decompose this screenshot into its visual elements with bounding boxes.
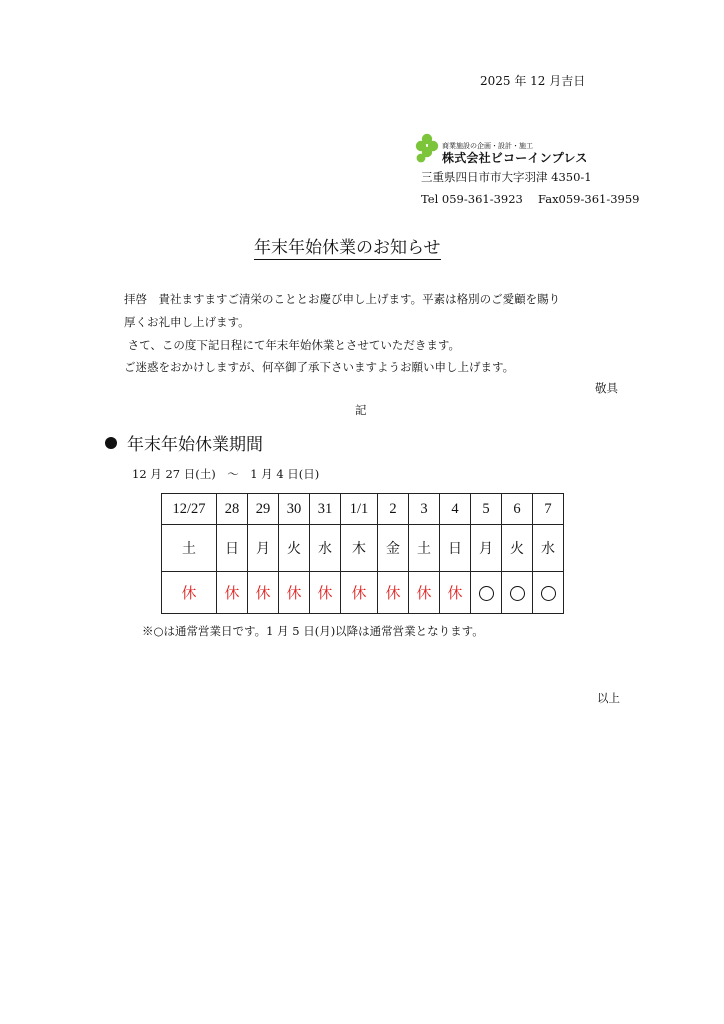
calendar-weekday-cell: 水 — [533, 525, 564, 572]
calendar-weekday-cell: 土 — [409, 525, 440, 572]
ki-marker: 記 — [355, 403, 367, 417]
calendar-note: ※○は通常営業日です。1 月 5 日(月)以降は通常営業となります。 — [142, 624, 484, 638]
calendar-date-cell: 7 — [533, 494, 564, 525]
calendar-date-cell: 4 — [440, 494, 471, 525]
period-heading-text: 年末年始休業期間 — [127, 435, 263, 455]
calendar-closed-cell: 休 — [162, 572, 217, 614]
calendar-weekday-cell: 日 — [217, 525, 248, 572]
calendar-date-cell: 12/27 — [162, 494, 217, 525]
calendar-date-cell: 28 — [217, 494, 248, 525]
calendar-closed-cell: 休 — [378, 572, 409, 614]
open-day-circle-icon — [479, 586, 494, 601]
calendar-closed-cell: 休 — [310, 572, 341, 614]
body-line-text: さて、この度下記日程にて年末年始休業とさせていただきます。 — [127, 338, 461, 352]
company-logo — [414, 133, 440, 165]
bullet-icon — [105, 437, 117, 449]
calendar-weekday-cell: 木 — [341, 525, 378, 572]
calendar-date-cell: 29 — [248, 494, 279, 525]
period-range: 12 月 27 日(土) ～ 1 月 4 日(日) — [132, 467, 320, 481]
calendar-weekday-row — [162, 525, 564, 572]
calendar-weekday-cell: 月 — [248, 525, 279, 572]
body-line: 厚くお礼申し上げます。 — [124, 315, 250, 329]
body-line: 拝啓 貴社ますますご清栄のこととお慶び申し上げます。平素は格別のご愛顧を賜り — [124, 292, 561, 306]
calendar-closed-cell: 休 — [217, 572, 248, 614]
calendar-date-cell: 2 — [378, 494, 409, 525]
calendar-date-row — [162, 494, 564, 525]
document-date: 2025 年 12 月吉日 — [480, 74, 586, 88]
open-day-circle-icon — [541, 586, 556, 601]
closing-keigu: 敬具 — [595, 381, 618, 395]
calendar-closed-cell: 休 — [248, 572, 279, 614]
calendar-closed-cell: 休 — [341, 572, 378, 614]
document-title: 年末年始休業のお知らせ — [254, 233, 441, 260]
company-name: 株式会社ビコーインプレス — [442, 151, 588, 165]
calendar-weekday-cell: 水 — [310, 525, 341, 572]
company-tagline: 商業施設の企画・設計・施工 — [442, 142, 533, 150]
calendar-weekday-cell: 火 — [279, 525, 310, 572]
calendar-date-cell: 6 — [502, 494, 533, 525]
calendar-closed-cell: 休 — [409, 572, 440, 614]
calendar-weekday-cell: 土 — [162, 525, 217, 572]
open-day-circle-icon — [510, 586, 525, 601]
calendar-date-cell: 1/1 — [341, 494, 378, 525]
body-line — [124, 337, 460, 353]
logo-leaf — [417, 154, 426, 163]
closing-ijo: 以上 — [597, 691, 620, 705]
calendar-date-cell: 31 — [310, 494, 341, 525]
calendar-open-cell — [502, 572, 533, 614]
calendar-date-cell: 5 — [471, 494, 502, 525]
calendar-open-cell — [471, 572, 502, 614]
calendar-weekday-cell: 月 — [471, 525, 502, 572]
period-heading — [105, 430, 263, 455]
holiday-calendar-table — [161, 493, 564, 614]
calendar-weekday-cell: 日 — [440, 525, 471, 572]
calendar-status-row — [162, 572, 564, 614]
company-address: 三重県四日市市大字羽津 4350-1 — [421, 170, 592, 184]
calendar-weekday-cell: 金 — [378, 525, 409, 572]
calendar-date-cell: 30 — [279, 494, 310, 525]
calendar-closed-cell: 休 — [279, 572, 310, 614]
calendar-weekday-cell: 火 — [502, 525, 533, 572]
calendar-closed-cell: 休 — [440, 572, 471, 614]
company-contact: Tel 059-361-3923 Fax059-361-3959 — [421, 192, 640, 206]
calendar-date-cell: 3 — [409, 494, 440, 525]
calendar-open-cell — [533, 572, 564, 614]
body-line: ご迷惑をおかけしますが、何卒御了承下さいますようお願い申し上げます。 — [124, 360, 515, 374]
